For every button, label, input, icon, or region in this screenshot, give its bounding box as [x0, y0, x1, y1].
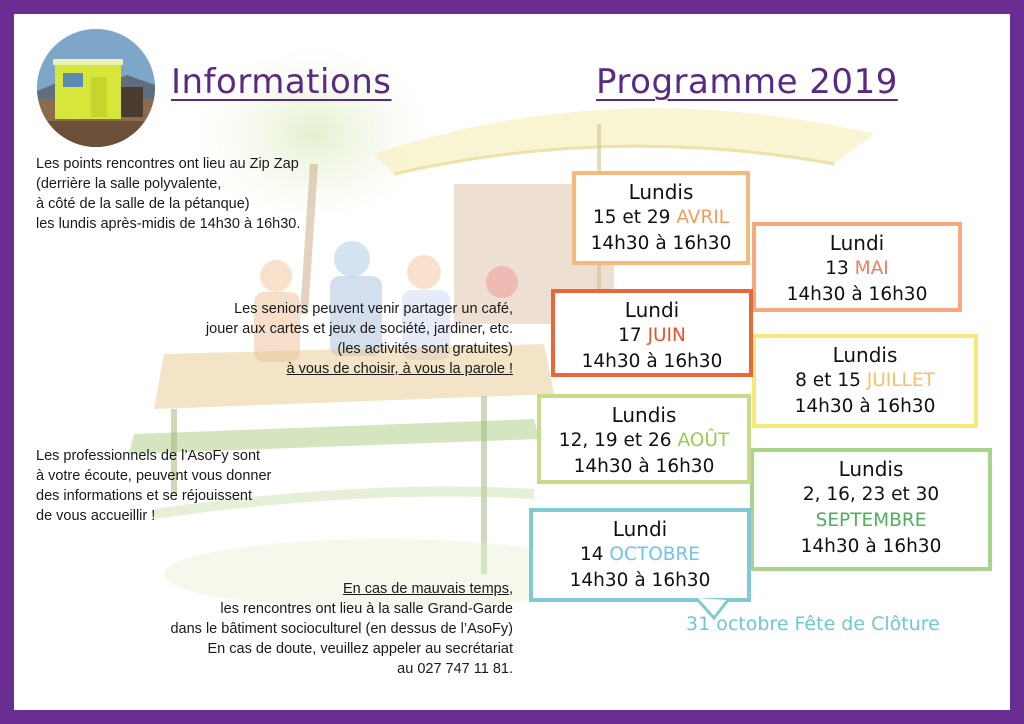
professionals-paragraph: Les professionnels de l’AsoFy sont à votre écoute, peuvent vous donner des informations et se réjouissent de vous accueillir !: [36, 448, 272, 524]
schedule-box-mai: Lundi 13 MAI 14h30 à 16h30: [752, 222, 962, 312]
closing-event: 31 octobre Fête de Clôture: [686, 613, 940, 635]
activities-paragraph: Les seniors peuvent venir partager un café, jouer aux cartes et jeux de société, jardiner, etc. (les activités sont gratuites) à vous de choisir, à vous la parole !: [205, 301, 513, 377]
zip-zap-photo: [37, 29, 155, 147]
schedule-box-septembre: Lundis 2, 16, 23 et 30 SEPTEMBRE 14h30 à 16h30: [750, 448, 992, 571]
schedule-box-juin: Lundi 17 JUIN 14h30 à 16h30: [551, 289, 753, 377]
schedule-box-avril: Lundis 15 et 29 AVRIL 14h30 à 16h30: [572, 171, 750, 265]
schedule-box-aout: Lundis 12, 19 et 26 AOÛT 14h30 à 16h30: [537, 394, 751, 484]
schedule-box-octobre: Lundi 14 OCTOBRE 14h30 à 16h30: [529, 508, 751, 602]
programme-title: Programme 2019: [596, 62, 898, 102]
informations-title: Informations: [171, 62, 392, 102]
schedule-box-juillet: Lundis 8 et 15 JUILLET 14h30 à 16h30: [752, 334, 978, 428]
location-paragraph: Les points rencontres ont lieu au Zip Zap (derrière la salle polyvalente, à côté de la salle de la pétanque) les lundis après-midis de 14h30 à 16h30.: [36, 156, 301, 232]
flyer-page: [14, 14, 1010, 710]
bad-weather-paragraph: En cas de mauvais temps, les rencontres ont lieu à la salle Grand-Garde dans le bâtiment socioculturel (en dessus de l’AsoFy) En cas de doute, veuillez appeler au secrétariat au 027 747 11 81.: [170, 581, 513, 677]
